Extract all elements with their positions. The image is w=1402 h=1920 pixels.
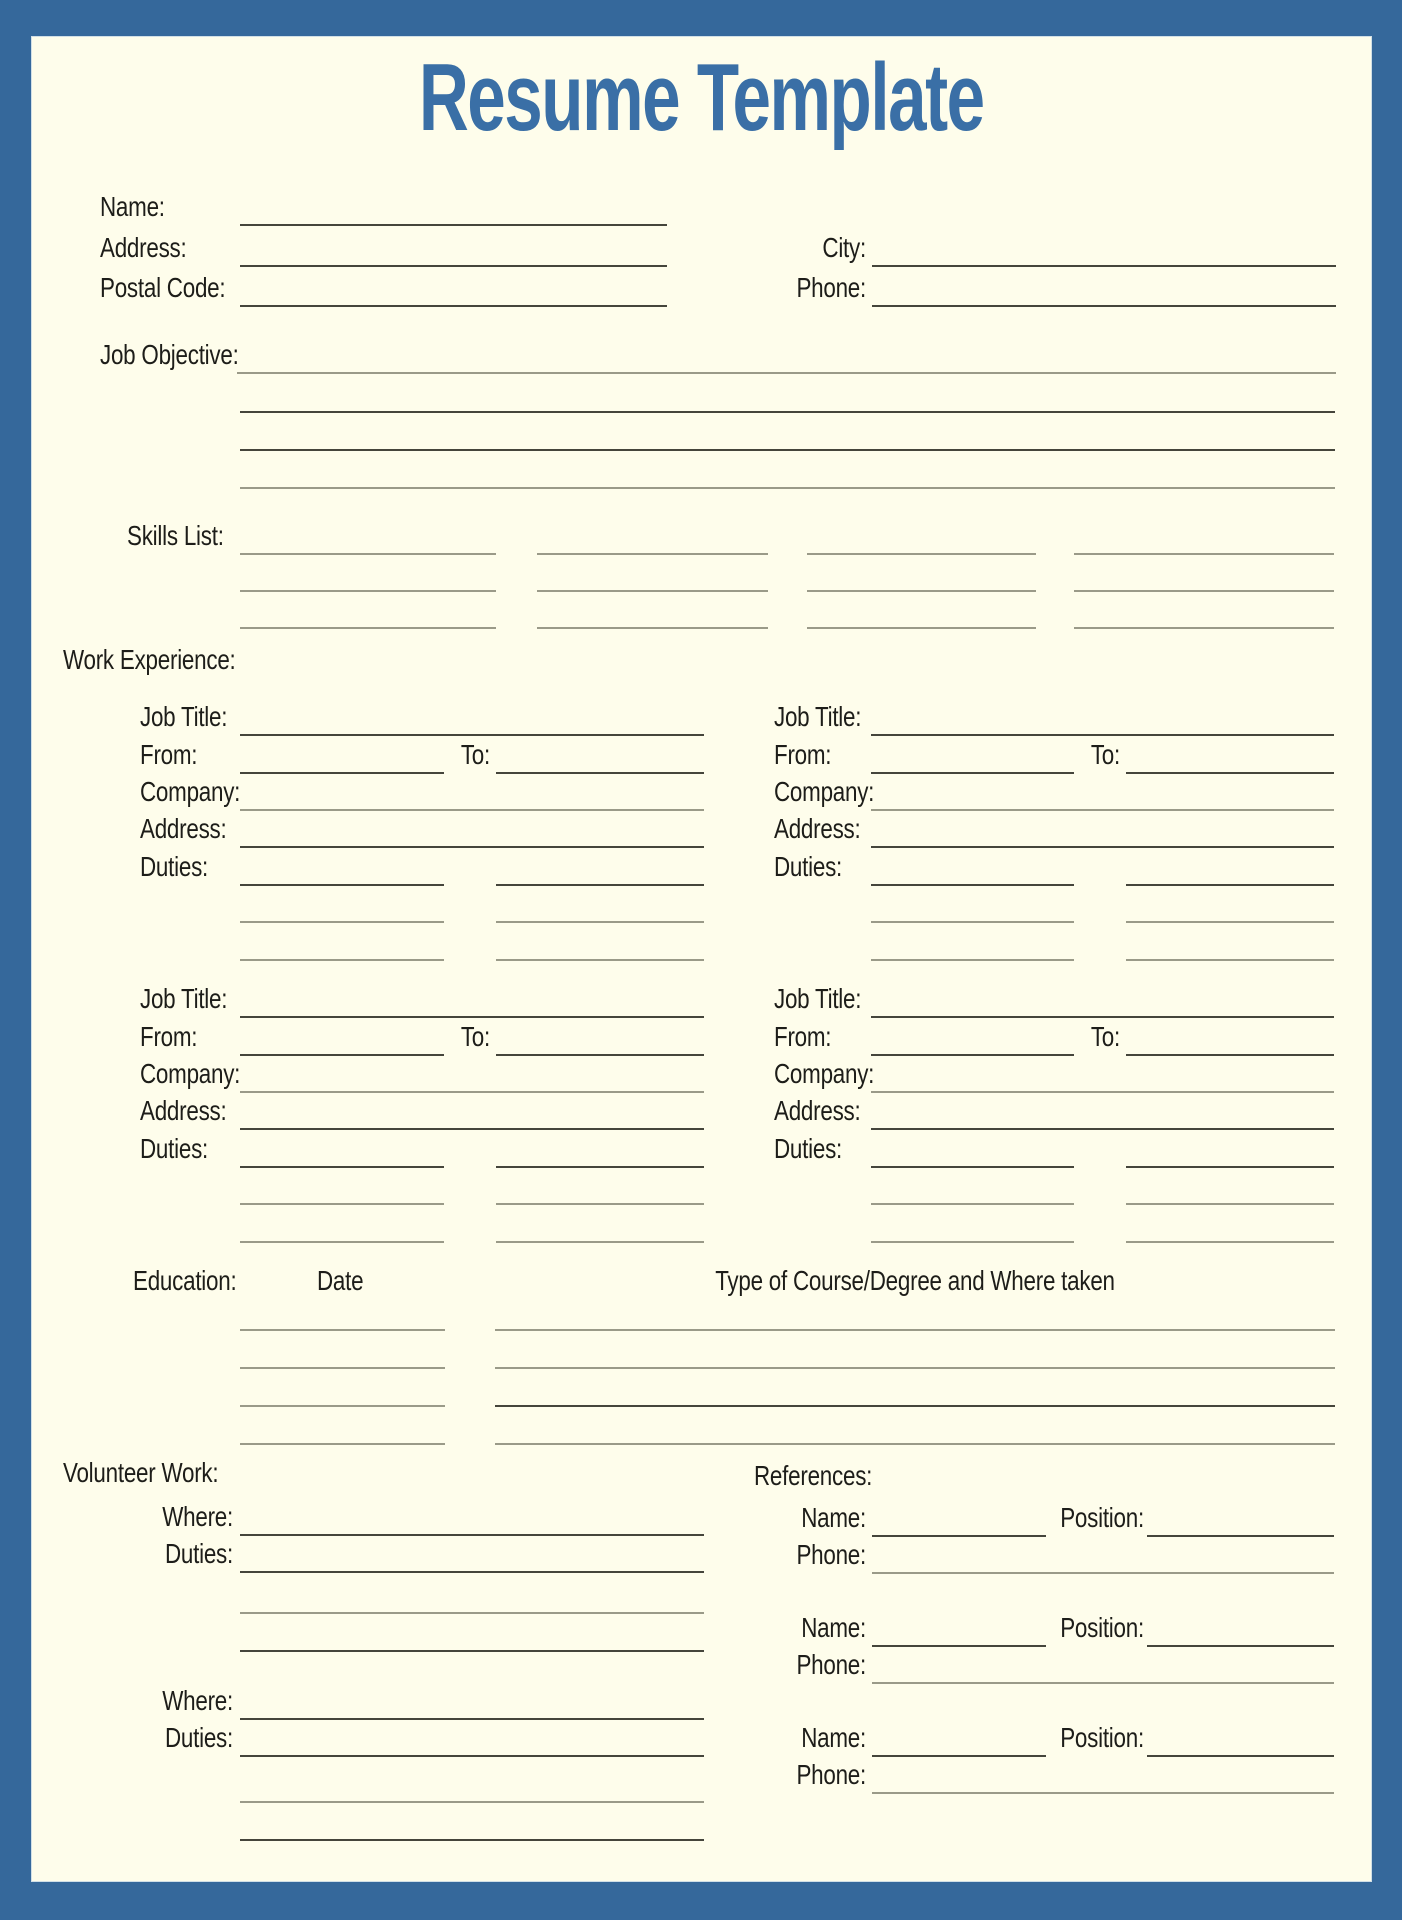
job4-duties-line-r2c1[interactable] (871, 1203, 1074, 1205)
work-experience-label: Work Experience: (63, 644, 236, 675)
job2-duties-line-r2c2[interactable] (1126, 921, 1334, 923)
education-course-line-4[interactable] (495, 1443, 1335, 1445)
reference1-phone-line[interactable] (872, 1572, 1334, 1574)
job1-duties-line-r2c1[interactable] (240, 921, 444, 923)
job3-to-label: To: (460, 1021, 490, 1052)
job3-title-line[interactable] (240, 1016, 704, 1018)
phone-label: Phone: (796, 272, 866, 303)
job3-duties-line-r1c2[interactable] (496, 1166, 704, 1168)
job2-duties-line-r3c2[interactable] (1126, 959, 1334, 961)
job1-address-line[interactable] (240, 846, 704, 848)
skills-line-r2c1[interactable] (240, 590, 496, 592)
job1-title-line[interactable] (240, 734, 704, 736)
page-title: Resume Template (418, 44, 984, 151)
job2-duties-line-r3c1[interactable] (871, 959, 1074, 961)
phone-field-line[interactable] (872, 305, 1336, 307)
job4-company-line[interactable] (871, 1091, 1334, 1093)
references-label: References: (754, 1460, 873, 1491)
education-course-line-2[interactable] (495, 1367, 1335, 1369)
job4-title-label: Job Title: (774, 983, 862, 1014)
job1-to-line[interactable] (496, 772, 704, 774)
volunteer2-where-line[interactable] (240, 1718, 704, 1720)
job1-duties-line-r1c1[interactable] (240, 884, 444, 886)
education-course-line-3[interactable] (495, 1405, 1335, 1407)
volunteer2-duties-line-2[interactable] (240, 1801, 704, 1803)
volunteer2-duties-line-3[interactable] (240, 1839, 704, 1841)
job4-from-line[interactable] (871, 1054, 1074, 1056)
job4-title-line[interactable] (871, 1016, 1334, 1018)
reference2-name-label: Name: (801, 1612, 866, 1643)
job2-title-label: Job Title: (774, 701, 862, 732)
job-objective-line-2[interactable] (240, 411, 1335, 413)
job2-duties-line-r2c1[interactable] (871, 921, 1074, 923)
reference3-phone-line[interactable] (872, 1792, 1334, 1794)
reference1-name-line[interactable] (872, 1535, 1046, 1537)
reference3-name-label: Name: (801, 1722, 866, 1753)
job3-company-line[interactable] (240, 1091, 704, 1093)
reference2-position-label: Position: (1060, 1612, 1144, 1643)
job1-from-label: From: (140, 739, 198, 770)
education-course-line-1[interactable] (495, 1329, 1335, 1331)
volunteer2-duties-label: Duties: (164, 1722, 233, 1753)
volunteer1-duties-line-1[interactable] (240, 1571, 704, 1573)
education-date-header: Date (317, 1265, 364, 1296)
job3-duties-line-r2c2[interactable] (496, 1203, 704, 1205)
skills-line-r1c1[interactable] (240, 553, 496, 555)
job2-company-label: Company: (774, 776, 875, 807)
skills-line-r3c3[interactable] (807, 627, 1036, 629)
job2-to-label: To: (1090, 739, 1120, 770)
job2-from-line[interactable] (871, 772, 1074, 774)
job3-from-label: From: (140, 1021, 198, 1052)
job2-company-line[interactable] (871, 809, 1334, 811)
job2-duties-line-r1c2[interactable] (1126, 884, 1334, 886)
skills-line-r3c1[interactable] (240, 627, 496, 629)
address-field-line[interactable] (240, 265, 667, 267)
postal-code-label: Postal Code: (100, 272, 226, 303)
job2-to-line[interactable] (1126, 772, 1334, 774)
reference1-phone-label: Phone: (796, 1539, 866, 1570)
job3-title-label: Job Title: (140, 983, 228, 1014)
volunteer2-where-label: Where: (162, 1685, 233, 1716)
job4-duties-line-r1c1[interactable] (871, 1166, 1074, 1168)
volunteer1-where-label: Where: (162, 1501, 233, 1532)
reference3-position-label: Position: (1060, 1722, 1144, 1753)
title-row (0, 45, 1402, 150)
reference2-name-line[interactable] (872, 1645, 1046, 1647)
reference3-name-line[interactable] (872, 1755, 1046, 1757)
job3-duties-line-r2c1[interactable] (240, 1203, 444, 1205)
job2-duties-label: Duties: (774, 851, 843, 882)
job4-duties-line-r1c2[interactable] (1126, 1166, 1334, 1168)
skills-line-r2c4[interactable] (1074, 590, 1334, 592)
job3-duties-line-r3c2[interactable] (496, 1241, 704, 1243)
address-label: Address: (100, 232, 187, 263)
job3-duties-line-r1c1[interactable] (240, 1166, 444, 1168)
job1-duties-line-r1c2[interactable] (496, 884, 704, 886)
reference2-phone-label: Phone: (796, 1649, 866, 1680)
reference2-position-line[interactable] (1147, 1645, 1334, 1647)
job2-address-label: Address: (774, 813, 861, 844)
job-objective-line-3[interactable] (240, 449, 1335, 451)
reference1-position-line[interactable] (1147, 1535, 1334, 1537)
skills-line-r1c4[interactable] (1074, 553, 1334, 555)
volunteer1-duties-line-2[interactable] (240, 1612, 704, 1614)
education-date-line-2[interactable] (240, 1367, 445, 1369)
skills-line-r1c2[interactable] (537, 553, 768, 555)
reference3-position-line[interactable] (1147, 1755, 1334, 1757)
job1-company-line[interactable] (240, 809, 704, 811)
education-date-line-1[interactable] (240, 1329, 445, 1331)
skills-line-r1c3[interactable] (807, 553, 1036, 555)
job2-from-label: From: (774, 739, 832, 770)
job2-title-line[interactable] (871, 734, 1334, 736)
name-field-line[interactable] (240, 224, 667, 226)
skills-line-r3c2[interactable] (537, 627, 768, 629)
education-date-line-4[interactable] (240, 1443, 445, 1445)
job2-address-line[interactable] (871, 846, 1334, 848)
job4-address-line[interactable] (871, 1128, 1334, 1130)
job4-from-label: From: (774, 1021, 832, 1052)
education-course-header: Type of Course/Degree and Where taken (715, 1265, 1115, 1296)
job1-duties-line-r3c2[interactable] (496, 959, 704, 961)
volunteer-work-label: Volunteer Work: (63, 1457, 219, 1488)
education-label: Education: (133, 1265, 237, 1296)
job3-from-line[interactable] (240, 1054, 444, 1056)
education-date-line-3[interactable] (240, 1405, 445, 1407)
job3-duties-label: Duties: (140, 1133, 209, 1164)
job-objective-line-4[interactable] (240, 487, 1335, 489)
job4-to-line[interactable] (1126, 1054, 1334, 1056)
name-label: Name: (100, 191, 165, 222)
job1-duties-label: Duties: (140, 851, 209, 882)
job4-company-label: Company: (774, 1058, 875, 1089)
job1-duties-line-r3c1[interactable] (240, 959, 444, 961)
job4-duties-line-r2c2[interactable] (1126, 1203, 1334, 1205)
job1-duties-line-r2c2[interactable] (496, 921, 704, 923)
city-field-line[interactable] (872, 265, 1336, 267)
job4-address-label: Address: (774, 1095, 861, 1126)
volunteer2-duties-line-1[interactable] (240, 1755, 704, 1757)
reference1-position-label: Position: (1060, 1502, 1144, 1533)
skills-line-r2c2[interactable] (537, 590, 768, 592)
job1-to-label: To: (460, 739, 490, 770)
job3-to-line[interactable] (496, 1054, 704, 1056)
job-objective-line-1[interactable] (237, 372, 1336, 374)
job4-duties-line-r3c2[interactable] (1126, 1241, 1334, 1243)
job1-title-label: Job Title: (140, 701, 228, 732)
job3-company-label: Company: (140, 1058, 241, 1089)
job3-duties-line-r3c1[interactable] (240, 1241, 444, 1243)
job3-address-label: Address: (140, 1095, 227, 1126)
job3-address-line[interactable] (240, 1128, 704, 1130)
job2-duties-line-r1c1[interactable] (871, 884, 1074, 886)
city-label: City: (822, 232, 866, 263)
job4-duties-line-r3c1[interactable] (871, 1241, 1074, 1243)
job4-to-label: To: (1090, 1021, 1120, 1052)
job1-from-line[interactable] (240, 772, 444, 774)
skills-list-label: Skills List: (127, 520, 224, 551)
volunteer1-where-line[interactable] (240, 1534, 704, 1536)
job4-duties-label: Duties: (774, 1133, 843, 1164)
job1-company-label: Company: (140, 776, 241, 807)
reference1-name-label: Name: (801, 1502, 866, 1533)
job-objective-label: Job Objective: (100, 339, 239, 370)
skills-line-r2c3[interactable] (807, 590, 1036, 592)
postal-code-field-line[interactable] (240, 305, 667, 307)
job1-address-label: Address: (140, 813, 227, 844)
volunteer1-duties-label: Duties: (164, 1538, 233, 1569)
reference3-phone-label: Phone: (796, 1759, 866, 1790)
volunteer1-duties-line-3[interactable] (240, 1650, 704, 1652)
reference2-phone-line[interactable] (872, 1682, 1334, 1684)
skills-line-r3c4[interactable] (1074, 627, 1334, 629)
